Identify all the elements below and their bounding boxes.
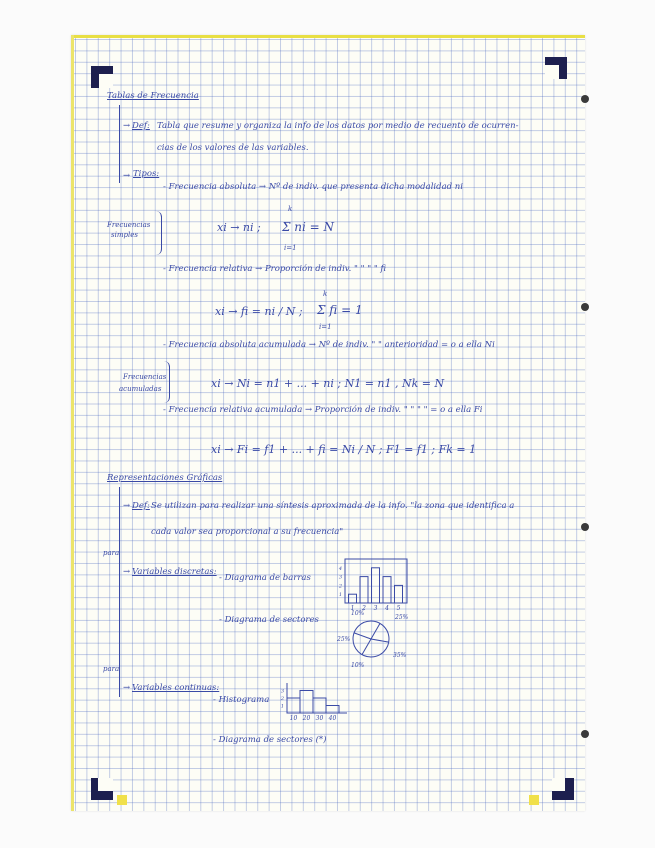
histogram-label: - Histograma: [213, 695, 270, 705]
bar: [287, 698, 300, 713]
highlight-square: [117, 795, 127, 805]
x-tick-label: 20: [302, 715, 311, 722]
binder-hole: [581, 730, 589, 738]
chart-frame: [345, 559, 407, 603]
formula: xi → fi = ni / N ;: [215, 305, 303, 318]
definition-text: cias de los valores de las variables.: [157, 143, 309, 153]
para-label: para: [103, 665, 120, 673]
slice-label: 25%: [337, 636, 351, 643]
formula: xi → ni ;: [217, 221, 261, 234]
section-title: Representaciones Gráficas: [107, 473, 223, 483]
definition-label: Def:: [132, 121, 150, 131]
notebook-page: [71, 35, 585, 811]
y-tick-label: 2: [280, 696, 284, 702]
corner-marker-icon: [545, 57, 567, 79]
definition-text: Tabla que resume y organiza la info de los datos por medio de recuento de ocurren-: [157, 121, 519, 131]
binder-hole: [581, 523, 589, 531]
relative-cumulative: - Frecuencia relativa acumulada → Proporción de indiv. " " " " = o a ella Fi: [163, 405, 483, 415]
pie-slice: [354, 633, 371, 639]
corner-marker-icon: [91, 778, 113, 800]
bar: [349, 594, 357, 603]
pie-slice: [371, 639, 389, 642]
arrow-icon: →: [123, 171, 131, 181]
pie-chart-label: - Diagrama de sectores: [219, 615, 319, 625]
continuous-label: Variables continuas:: [132, 683, 220, 693]
arrow-icon: →: [123, 121, 131, 131]
bar-chart-label: - Diagrama de barras: [219, 573, 311, 583]
sum-limit: i=1: [319, 323, 332, 331]
bar: [313, 698, 326, 713]
y-tick-label: 1: [338, 592, 342, 599]
slice-label: 25%: [395, 614, 409, 621]
slice-label: 10%: [351, 662, 365, 669]
formula: Σ fi = 1: [317, 303, 363, 317]
y-tick-label: 2: [338, 583, 342, 590]
pie-chart: [333, 607, 411, 669]
y-tick-label: 3: [338, 574, 342, 581]
slice-label: 35%: [393, 652, 407, 659]
binder-hole: [581, 303, 589, 311]
pie-slice: [362, 639, 371, 655]
page-edge-highlight-left: [71, 35, 74, 811]
formula: Σ ni = N: [282, 220, 335, 234]
x-tick-label: 2: [362, 605, 366, 612]
y-tick-label: 3: [280, 688, 284, 695]
formula: xi → Fi = f1 + ... + fi = Ni / N ; F1 = f1 ; Fk = 1: [211, 443, 477, 456]
x-tick-label: 10: [289, 715, 298, 722]
x-tick-label: 1: [350, 605, 355, 612]
sum-limit: k: [323, 290, 328, 298]
bar: [395, 585, 403, 603]
definition-text: Se utilizan para realizar una síntesis aproximada de la info. "la zona que identifica a: [151, 501, 515, 511]
brace: [163, 361, 170, 403]
x-tick-label: 4: [385, 605, 389, 612]
bar-chart: [333, 555, 413, 613]
x-tick-label: 5: [396, 605, 401, 612]
arrow-icon: →: [123, 567, 131, 577]
definition-text: cada valor sea proporcional a su frecuencia": [151, 527, 344, 537]
sum-limit: i=1: [284, 244, 297, 252]
group-label: acumuladas: [119, 385, 162, 393]
absolute-frequency: - Frecuencia absoluta → Nº de indiv. que presenta dicha modalidad ni: [163, 182, 463, 192]
section-title: Tablas de Frecuencia: [107, 91, 199, 101]
types-label: Tipos:: [133, 169, 160, 179]
x-tick-label: 40: [328, 715, 337, 722]
bar: [326, 706, 339, 714]
brace: [155, 211, 162, 255]
corner-marker-icon: [552, 778, 574, 800]
y-tick-label: 1: [280, 703, 284, 710]
page-edge-highlight: [71, 35, 585, 38]
arrow-icon: →: [123, 683, 131, 693]
absolute-cumulative: - Frecuencia absoluta acumulada → Nº de indiv. " " anterioridad = o a ella Ni: [163, 340, 495, 350]
sum-limit: k: [288, 205, 293, 213]
formula: xi → Ni = n1 + ... + ni ; N1 = n1 , Nk = N: [211, 377, 445, 390]
para-label: para: [103, 549, 120, 557]
arrow-icon: →: [123, 501, 131, 511]
group-label: simples: [111, 231, 138, 239]
group-label: Frecuencias: [107, 221, 151, 229]
bar: [383, 577, 391, 603]
bar: [300, 691, 313, 714]
relative-frequency: - Frecuencia relativa → Proporción de indiv. " " " " fi: [163, 264, 387, 274]
discrete-label: Variables discretas:: [132, 567, 217, 577]
y-tick-label: 4: [338, 565, 342, 572]
bar: [372, 568, 380, 603]
x-tick-label: 30: [315, 715, 324, 722]
tree-line: [119, 105, 120, 183]
histogram-chart: [273, 675, 353, 723]
binder-hole: [581, 95, 589, 103]
x-tick-label: 3: [373, 605, 378, 612]
definition-label: Def:: [132, 501, 150, 511]
bar: [360, 577, 368, 603]
pie-slice: [371, 623, 380, 639]
pie-chart-label: - Diagrama de sectores (*): [213, 735, 327, 745]
highlight-square: [529, 795, 539, 805]
slice-label: 10%: [351, 610, 365, 617]
group-label: Frecuencias: [123, 373, 167, 381]
corner-marker-icon: [91, 66, 113, 88]
